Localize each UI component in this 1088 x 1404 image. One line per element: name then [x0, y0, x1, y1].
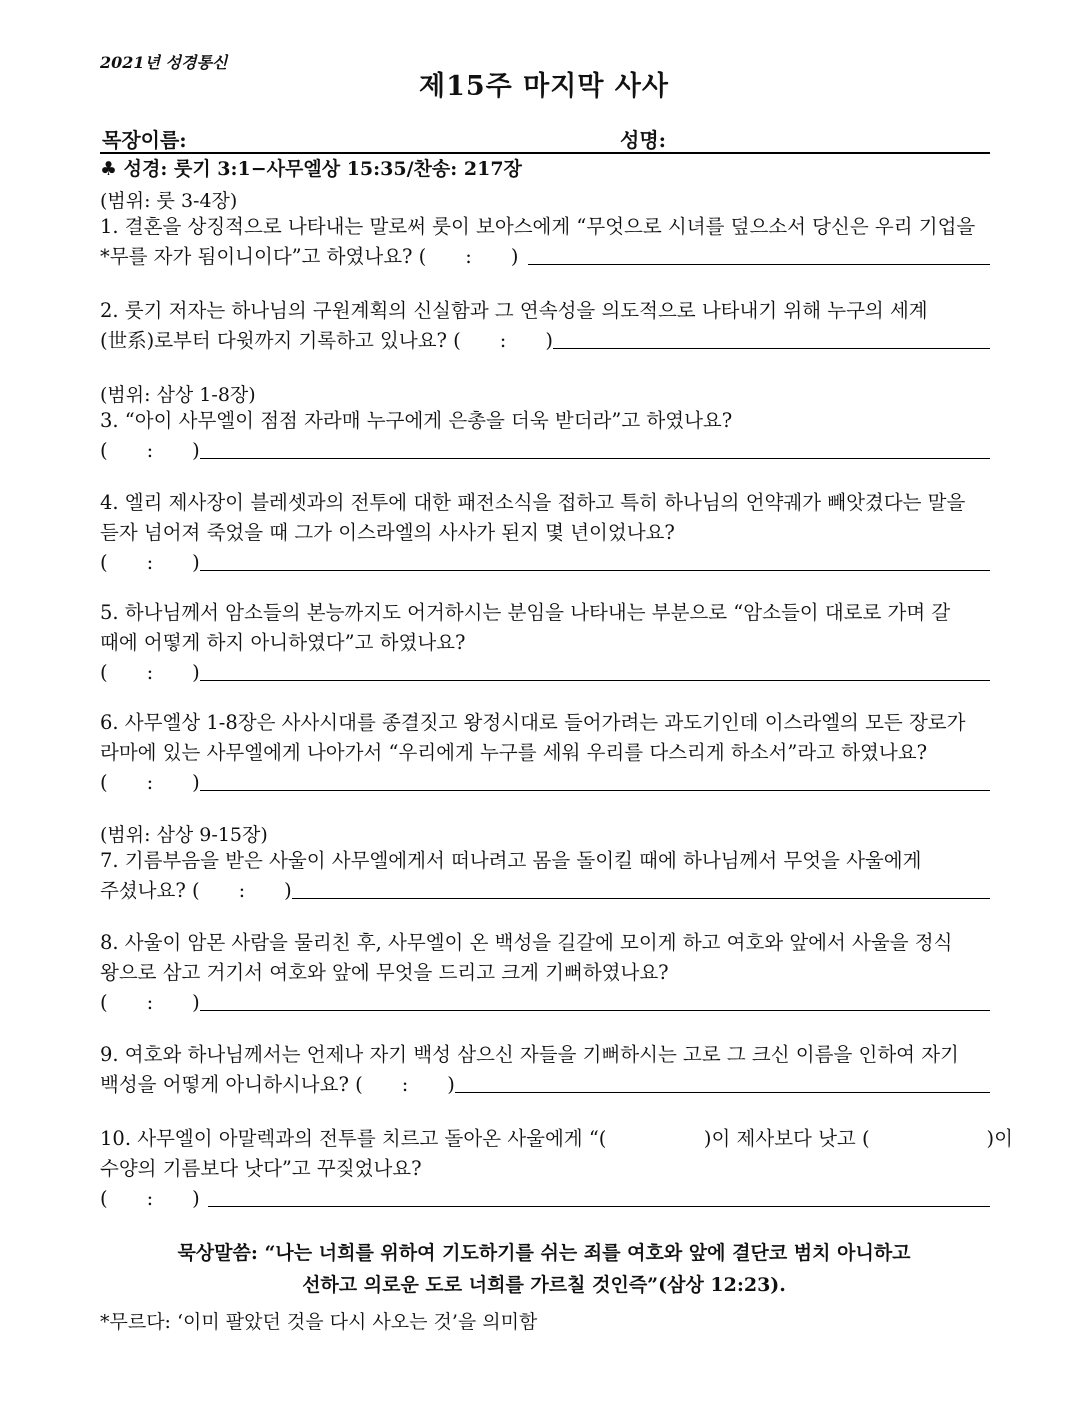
answer-blank[interactable]	[200, 548, 990, 571]
range-label-2: (범위: 삼상 1-8장)	[100, 384, 256, 406]
question-8	[100, 928, 990, 1018]
question-3	[100, 406, 990, 466]
question-9	[100, 1040, 990, 1100]
question-7	[100, 846, 990, 906]
question-text: 3. “아이 사무엘이 점점 자라매 누구에게 은총을 더욱 받더라”고 하였나요?	[100, 409, 733, 432]
scripture-reading: ♣ 성경: 룻기 3:1−사무엘상 15:35/찬송: 217장	[100, 158, 522, 180]
question-10	[100, 1124, 1014, 1214]
question-2	[100, 296, 990, 356]
question-text: 9. 여호와 하나님께서는 언제나 자기 백성 삼으신 자들을 기뻐하시는 고로 그 크신 이름을 인하여 자기	[100, 1043, 959, 1066]
question-text: ( : )	[100, 551, 200, 574]
answer-blank[interactable]	[200, 436, 990, 459]
question-text: 1. 결혼을 상징적으로 나타내는 말로써 룻이 보아스에게 “무엇으로 시녀를 덮으소서 당신은 우리 기업을	[100, 215, 976, 238]
question-text: ( : )	[100, 439, 200, 462]
question-text: 5. 하나님께서 암소들의 본능까지도 어거하시는 분임을 나타내는 부분으로 “암소들이 대로로 가며 갈	[100, 601, 951, 624]
question-text: 백성을 어떻게 아니하시나요? ( : )	[100, 1073, 455, 1096]
answer-blank[interactable]	[553, 326, 990, 349]
question-5	[100, 598, 990, 688]
range-label-3: (범위: 삼상 9-15장)	[100, 824, 268, 846]
footnote: *무르다: ‘이미 팔았던 것을 다시 사오는 것’을 의미함	[100, 1311, 538, 1333]
question-text: 10. 사무엘이 아말렉과의 전투를 치르고 돌아온 사울에게 “( )이 제사보다 낫고 ( )이	[100, 1127, 1014, 1150]
answer-blank[interactable]	[200, 988, 990, 1011]
question-text: 수양의 기름보다 낫다”고 꾸짖었나요?	[100, 1157, 422, 1180]
group-name-label: 목장이름:	[102, 128, 187, 152]
question-text: 주셨나요? ( : )	[100, 879, 292, 902]
question-text: 2. 룻기 저자는 하나님의 구원계획의 신실함과 그 연속성을 의도적으로 나타내기 위해 누구의 세계	[100, 299, 928, 322]
answer-blank[interactable]	[200, 658, 990, 681]
question-text: 4. 엘리 제사장이 블레셋과의 전투에 대한 패전소식을 접하고 특히 하나님의 언약궤가 빼앗겼다는 말을	[100, 491, 966, 514]
memory-verse-line: 선하고 의로운 도로 너희를 가르칠 것인즉”(삼상 12:23).	[302, 1274, 786, 1296]
answer-blank[interactable]	[528, 242, 990, 265]
name-fields-row[interactable]	[100, 124, 990, 154]
question-6	[100, 708, 990, 798]
question-text: ( : )	[100, 771, 200, 794]
answer-blank[interactable]	[208, 1184, 990, 1207]
answer-blank[interactable]	[455, 1070, 990, 1093]
question-text: 7. 기름부음을 받은 사울이 사무엘에게서 떠나려고 몸을 돌이킬 때에 하나님께서 무엇을 사울에게	[100, 849, 922, 872]
answer-blank[interactable]	[292, 876, 990, 899]
person-name-label: 성명:	[620, 128, 667, 152]
question-text: 라마에 있는 사무엘에게 나아가서 “우리에게 누구를 세워 우리를 다스리게 하소서”라고 하였나요?	[100, 741, 928, 764]
answer-blank[interactable]	[200, 768, 990, 791]
question-text: ( : )	[100, 661, 200, 684]
page-title: 제15주 마지막 사사	[419, 71, 669, 102]
question-text: *무를 자가 됨이니이다”고 하였나요? ( : )	[100, 245, 519, 268]
range-label-1: (범위: 룻 3-4장)	[100, 190, 238, 212]
question-1	[100, 212, 990, 272]
question-4	[100, 488, 990, 578]
question-text: (世系)로부터 다윗까지 기록하고 있나요? ( : )	[100, 329, 553, 352]
header-tag: 2021년 성경통신	[100, 53, 228, 72]
question-text: 때에 어떻게 하지 아니하였다”고 하였나요?	[100, 631, 466, 654]
question-text: ( : )	[100, 1187, 200, 1210]
question-text: 왕으로 삼고 거기서 여호와 앞에 무엇을 드리고 크게 기뻐하였나요?	[100, 961, 669, 984]
question-text: 8. 사울이 암몬 사람을 물리친 후, 사무엘이 온 백성을 길갈에 모이게 하고 여호와 앞에서 사울을 정식	[100, 931, 953, 954]
memory-verse-line: 묵상말씀: “나는 너희를 위하여 기도하기를 쉬는 죄를 여호와 앞에 결단코 범치 아니하고	[177, 1242, 911, 1264]
question-text: ( : )	[100, 991, 200, 1014]
question-text: 6. 사무엘상 1-8장은 사사시대를 종결짓고 왕정시대로 들어가려는 과도기인데 이스라엘의 모든 장로가	[100, 711, 966, 734]
memory-verse	[0, 1237, 1088, 1301]
question-text: 듣자 넘어져 죽었을 때 그가 이스라엘의 사사가 된지 몇 년이었나요?	[100, 521, 675, 544]
